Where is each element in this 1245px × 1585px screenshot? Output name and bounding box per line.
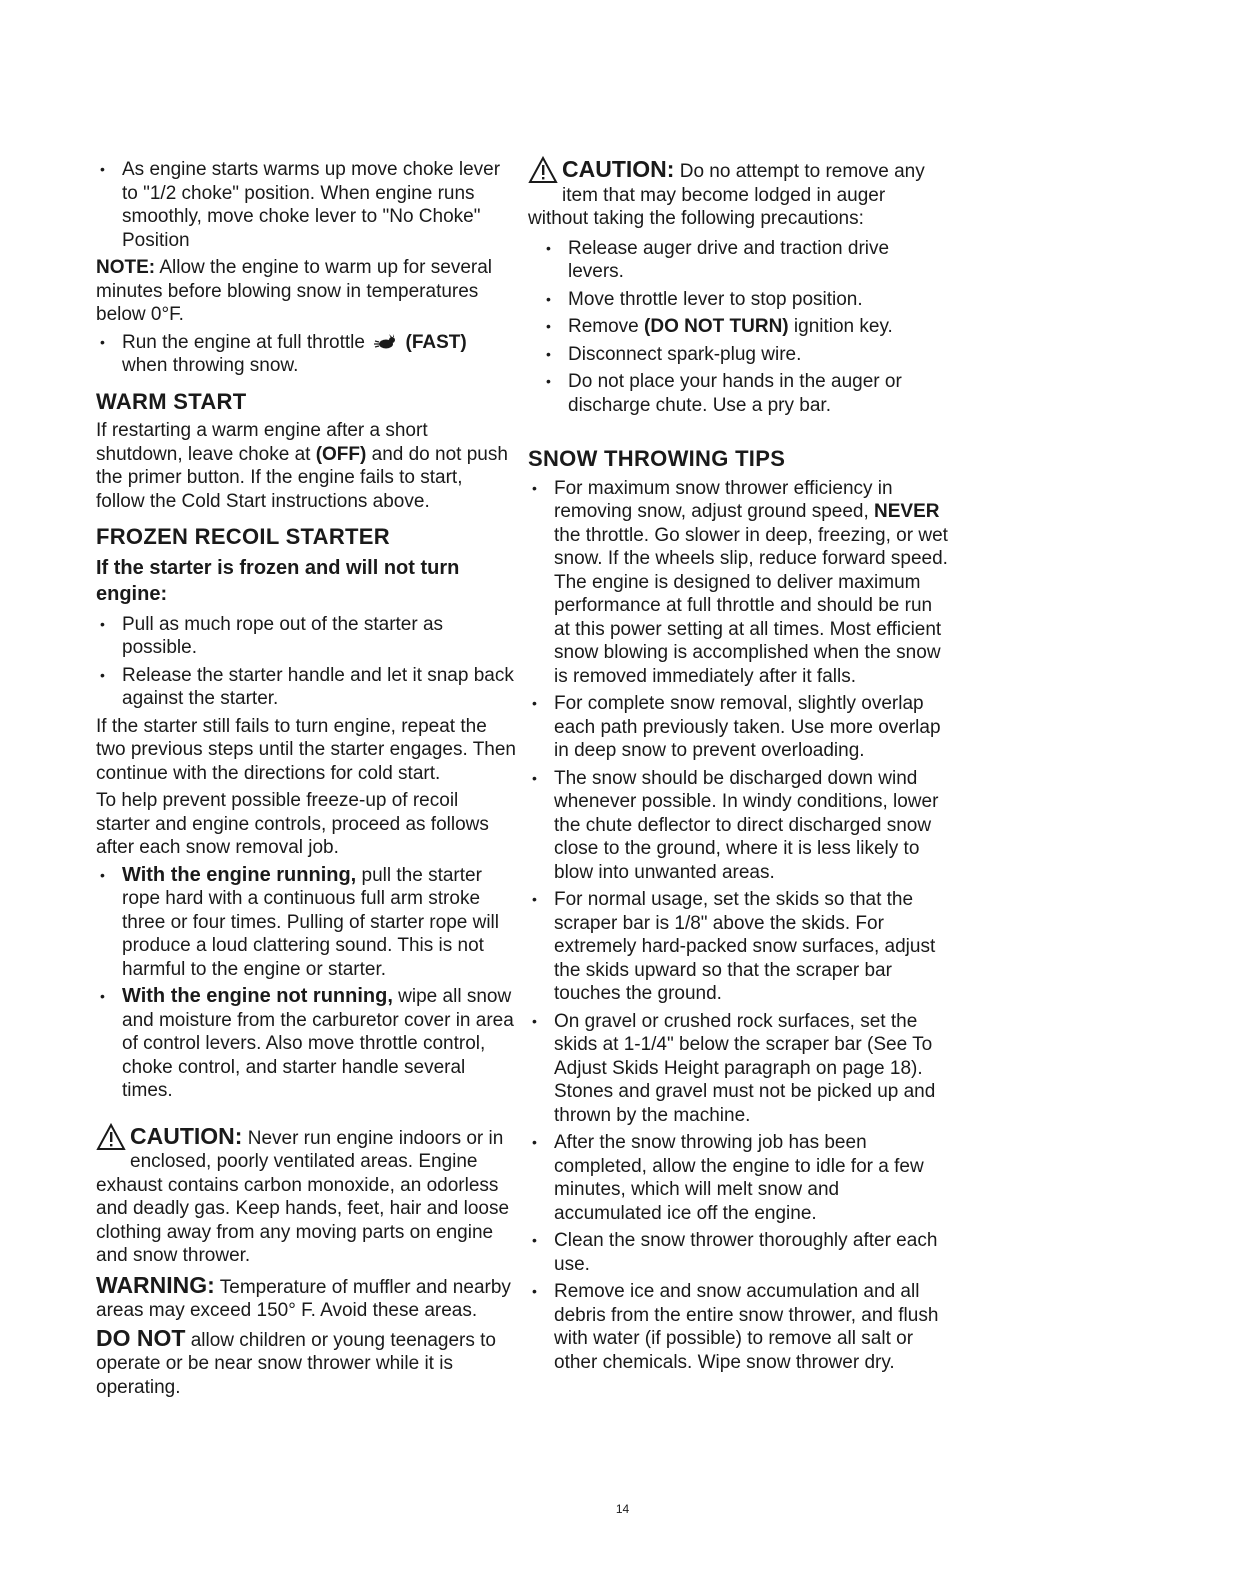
frozen-paragraph-1: If the starter still fails to turn engine, repeat the two previous steps until the starter engages. Then continue with the directions for cold start.: [96, 715, 517, 784]
precaution-item: • Remove (DO NOT TURN) ignition key.: [542, 315, 948, 339]
tip-item: • For complete snow removal, slightly overlap each path previously taken. Use more overlap in deep snow to prevent overloading.: [528, 692, 948, 763]
caution-label: CAUTION:: [130, 1122, 243, 1149]
frozen-subheading: If the starter is frozen and will not turn engine:: [96, 556, 460, 605]
frozen-starter-heading: FROZEN RECOIL STARTER: [96, 524, 390, 549]
tip-item: • For normal usage, set the skids so that the scraper bar is 1/8" above the skids. For extremely hard-packed snow surfaces, adjust the skids upward so that the scraper bar touches the ground.: [528, 888, 948, 1006]
throttle-after: when throwing snow.: [122, 355, 299, 376]
do-not-paragraph: DO NOT allow children or young teenagers to operate or be near snow thrower while it is operating.: [96, 1324, 496, 1398]
warm-start-heading: WARM START: [96, 388, 247, 414]
snow-tips-heading: SNOW THROWING TIPS: [528, 446, 786, 471]
warning-triangle-icon: [528, 156, 558, 184]
precaution-item: • Move throttle lever to stop position.: [542, 288, 948, 312]
tip-item: • Clean the snow thrower thoroughly after each use.: [528, 1229, 948, 1276]
throttle-text: Run the engine at full throttle: [122, 331, 365, 353]
warning-label: WARNING:: [96, 1271, 215, 1298]
caution-indoors-block: [96, 1122, 516, 1268]
warning-triangle-icon: [96, 1123, 126, 1151]
warm-start-paragraph: If restarting a warm engine after a short shutdown, leave choke at (OFF) and do not push the primer button. If the engine fails to start, follow the Cold Start instructions above.: [96, 420, 508, 512]
caution-text: Never run engine indoors or in enclosed, poorly ventilated areas. Engine exhaust contains carbon monoxide, an odorless and deadly gas. Keep hands, feet, hair and loose clothing away from any moving parts on engine and snow thrower.: [96, 1127, 510, 1266]
do-not-label: DO NOT: [96, 1324, 186, 1351]
engine-not-running-bullet: • With the engine not running, wipe all snow and moisture from the carburetor cover in area of control levers. Also move throttle control, choke control, and starter handle several times.: [96, 985, 516, 1103]
frozen-bullet-2: • Release the starter handle and let it snap back against the starter.: [96, 664, 516, 711]
choke-bullet: • As engine starts warms up move choke lever to "1/2 choke" position. When engine runs smoothly, move choke lever to "No Choke" Position: [96, 158, 516, 252]
page-number: 14: [615, 1502, 630, 1516]
tip-item: • The snow should be discharged down wind whenever possible. In windy conditions, lower the chute deflector to direct discharged snow close to the ground, where it is less likely to blow into unwanted areas.: [528, 767, 948, 885]
engine-not-running-lead: With the engine not running,: [122, 985, 393, 1007]
off-label: (OFF): [315, 443, 367, 465]
precaution-item: • Do not place your hands in the auger or discharge chute. Use a pry bar.: [542, 370, 948, 417]
never-label: NEVER: [874, 501, 940, 522]
engine-running-bullet: • With the engine running, pull the starter rope hard with a continuous full arm stroke three or four times. Pulling of starter rope will produce a loud clattering sound. This is not harmful to the engine or starter.: [96, 864, 516, 982]
throttle-bullet: [96, 331, 516, 378]
rabbit-fast-icon: [374, 334, 396, 350]
engine-running-lead: With the engine running,: [122, 863, 357, 886]
warning-paragraph: WARNING: Temperature of muffler and nearby areas may exceed 150° F. Avoid these areas.: [96, 1271, 511, 1321]
precaution-item: • Disconnect spark-plug wire.: [542, 343, 948, 367]
caution-label: CAUTION:: [562, 156, 675, 182]
tip-item: • After the snow throwing job has been completed, allow the engine to idle for a few minutes, which will melt snow and accumulated ice off the engine.: [528, 1131, 948, 1225]
throttle-fast-label: (FAST): [405, 331, 467, 353]
note-label: NOTE:: [96, 257, 156, 278]
tip-item: • For maximum snow thrower efficiency in removing snow, adjust ground speed, NEVER the throttle. Go slower in deep, freezing, or wet snow. If the wheels slip, reduce forward speed. The engine is designed to deliver maximum performance at full throttle and should be run at this power setting at all times. Most efficient snow blowing is accomplished when the snow is removed immediately after it falls.: [528, 477, 948, 689]
do-not-turn-label: (DO NOT TURN): [644, 316, 789, 337]
caution-auger-block: [528, 158, 948, 231]
frozen-paragraph-2: To help prevent possible freeze-up of recoil starter and engine controls, proceed as follows after each snow removal job.: [96, 790, 489, 858]
caution-text: Do no attempt to remove any item that may become lodged in auger without taking the following precautions:: [528, 161, 925, 229]
note-paragraph: [96, 256, 516, 327]
right-column: [528, 158, 948, 1378]
tip-item: • Remove ice and snow accumulation and all debris from the entire snow thrower, and flush with water (if possible) to remove all salt or other chemicals. Wipe snow thrower dry.: [528, 1280, 948, 1374]
tip-item: • On gravel or crushed rock surfaces, set the skids at 1-1/4" below the scraper bar (See To Adjust Skids Height paragraph on page 18). Stones and gravel must not be picked up and thrown by the machine.: [528, 1010, 948, 1128]
note-text: Allow the engine to warm up for several minutes before blowing snow in temperatures below 0°F.: [96, 257, 493, 325]
precaution-item: • Release auger drive and traction drive levers.: [542, 237, 948, 284]
left-column: [96, 158, 516, 1403]
frozen-bullet-1: • Pull as much rope out of the starter as possible.: [96, 613, 516, 660]
